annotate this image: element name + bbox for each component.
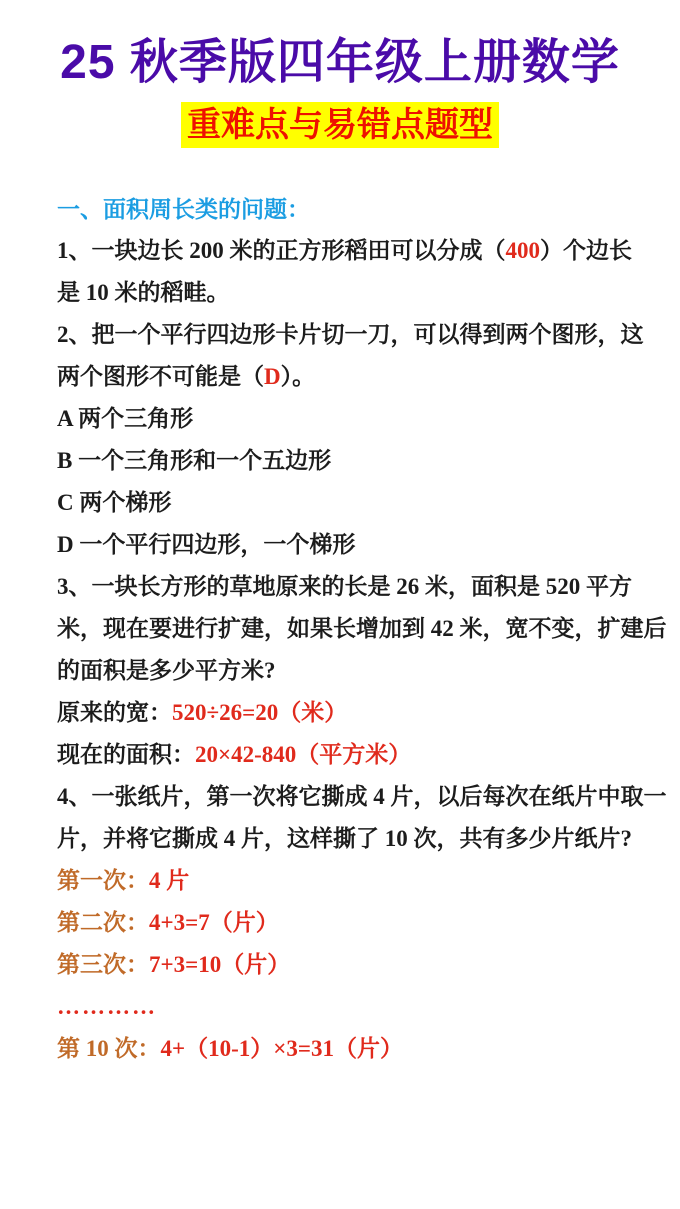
question-1-line-2: 是 10 米的稻畦。	[57, 280, 230, 305]
question-4-line-2: 片，并将它撕成 4 片，这样撕了 10 次，共有多少片纸片?	[57, 826, 632, 851]
step-3-label: 第三次：	[57, 952, 149, 977]
step-2-label: 第二次：	[57, 910, 149, 935]
step-10-value: 4+（10-1）×3=31（片）	[160, 1036, 403, 1061]
question-2-option-a: A 两个三角形	[57, 406, 194, 431]
answer-area-value: 20×42-840（平方米）	[195, 742, 412, 767]
subtitle-row	[0, 102, 680, 156]
step-10-label: 第 10 次：	[57, 1036, 161, 1061]
question-2-text-pre: 两个图形不可能是（	[57, 364, 264, 389]
question-4-step-1	[57, 860, 623, 902]
section-heading: 一、面积周长类的问题：	[57, 196, 310, 222]
page-title: 25 秋季版四年级上册数学	[60, 36, 620, 89]
question-2-line-2	[57, 356, 623, 398]
question-1-text-pre: 1、一块边长 200 米的正方形稻田可以分成（	[57, 238, 506, 263]
question-3-answer-area	[57, 734, 623, 776]
step-1-label: 第一次：	[57, 868, 149, 893]
question-2-option-d: D 一个平行四边形，一个梯形	[57, 532, 356, 557]
question-4-line-1: 4、一张纸片，第一次将它撕成 4 片，以后每次在纸片中取一	[57, 784, 667, 809]
question-4-step-2	[57, 902, 623, 944]
question-1-text-post: ）个边长	[540, 238, 632, 263]
ellipsis-dots: …………	[57, 994, 157, 1019]
page-subtitle-highlighted: 重难点与易错点题型	[181, 102, 499, 148]
question-3-line-2: 米，现在要进行扩建，如果长增加到 42 米，宽不变，扩建后	[57, 616, 667, 641]
answer-width-value: 520÷26=20（米）	[172, 700, 348, 725]
answer-area-label: 现在的面积：	[57, 742, 195, 767]
question-2-line-1: 2、把一个平行四边形卡片切一刀，可以得到两个图形，这	[57, 322, 644, 347]
ellipsis-line	[57, 986, 623, 1028]
question-1-line-1	[57, 230, 632, 272]
step-1-value: 4 片	[149, 868, 190, 893]
question-3-line-1: 3、一块长方形的草地原来的长是 26 米，面积是 520 平方	[57, 574, 632, 599]
question-2-option-b: B 一个三角形和一个五边形	[57, 448, 332, 473]
question-2-text-post: ）。	[280, 364, 316, 389]
question-3-line-3: 的面积是多少平方米?	[57, 658, 276, 683]
question-4-step-3	[57, 944, 623, 986]
worksheet-body	[0, 188, 680, 1070]
step-2-value: 4+3=7（片）	[149, 910, 279, 935]
step-3-value: 7+3=10（片）	[149, 952, 291, 977]
question-1-answer: 400	[505, 238, 540, 263]
question-3-answer-width	[57, 692, 623, 734]
question-2-answer: D	[264, 364, 281, 389]
question-4-step-10	[57, 1028, 623, 1070]
question-2-option-c: C 两个梯形	[57, 490, 172, 515]
answer-width-label: 原来的宽：	[57, 700, 172, 725]
